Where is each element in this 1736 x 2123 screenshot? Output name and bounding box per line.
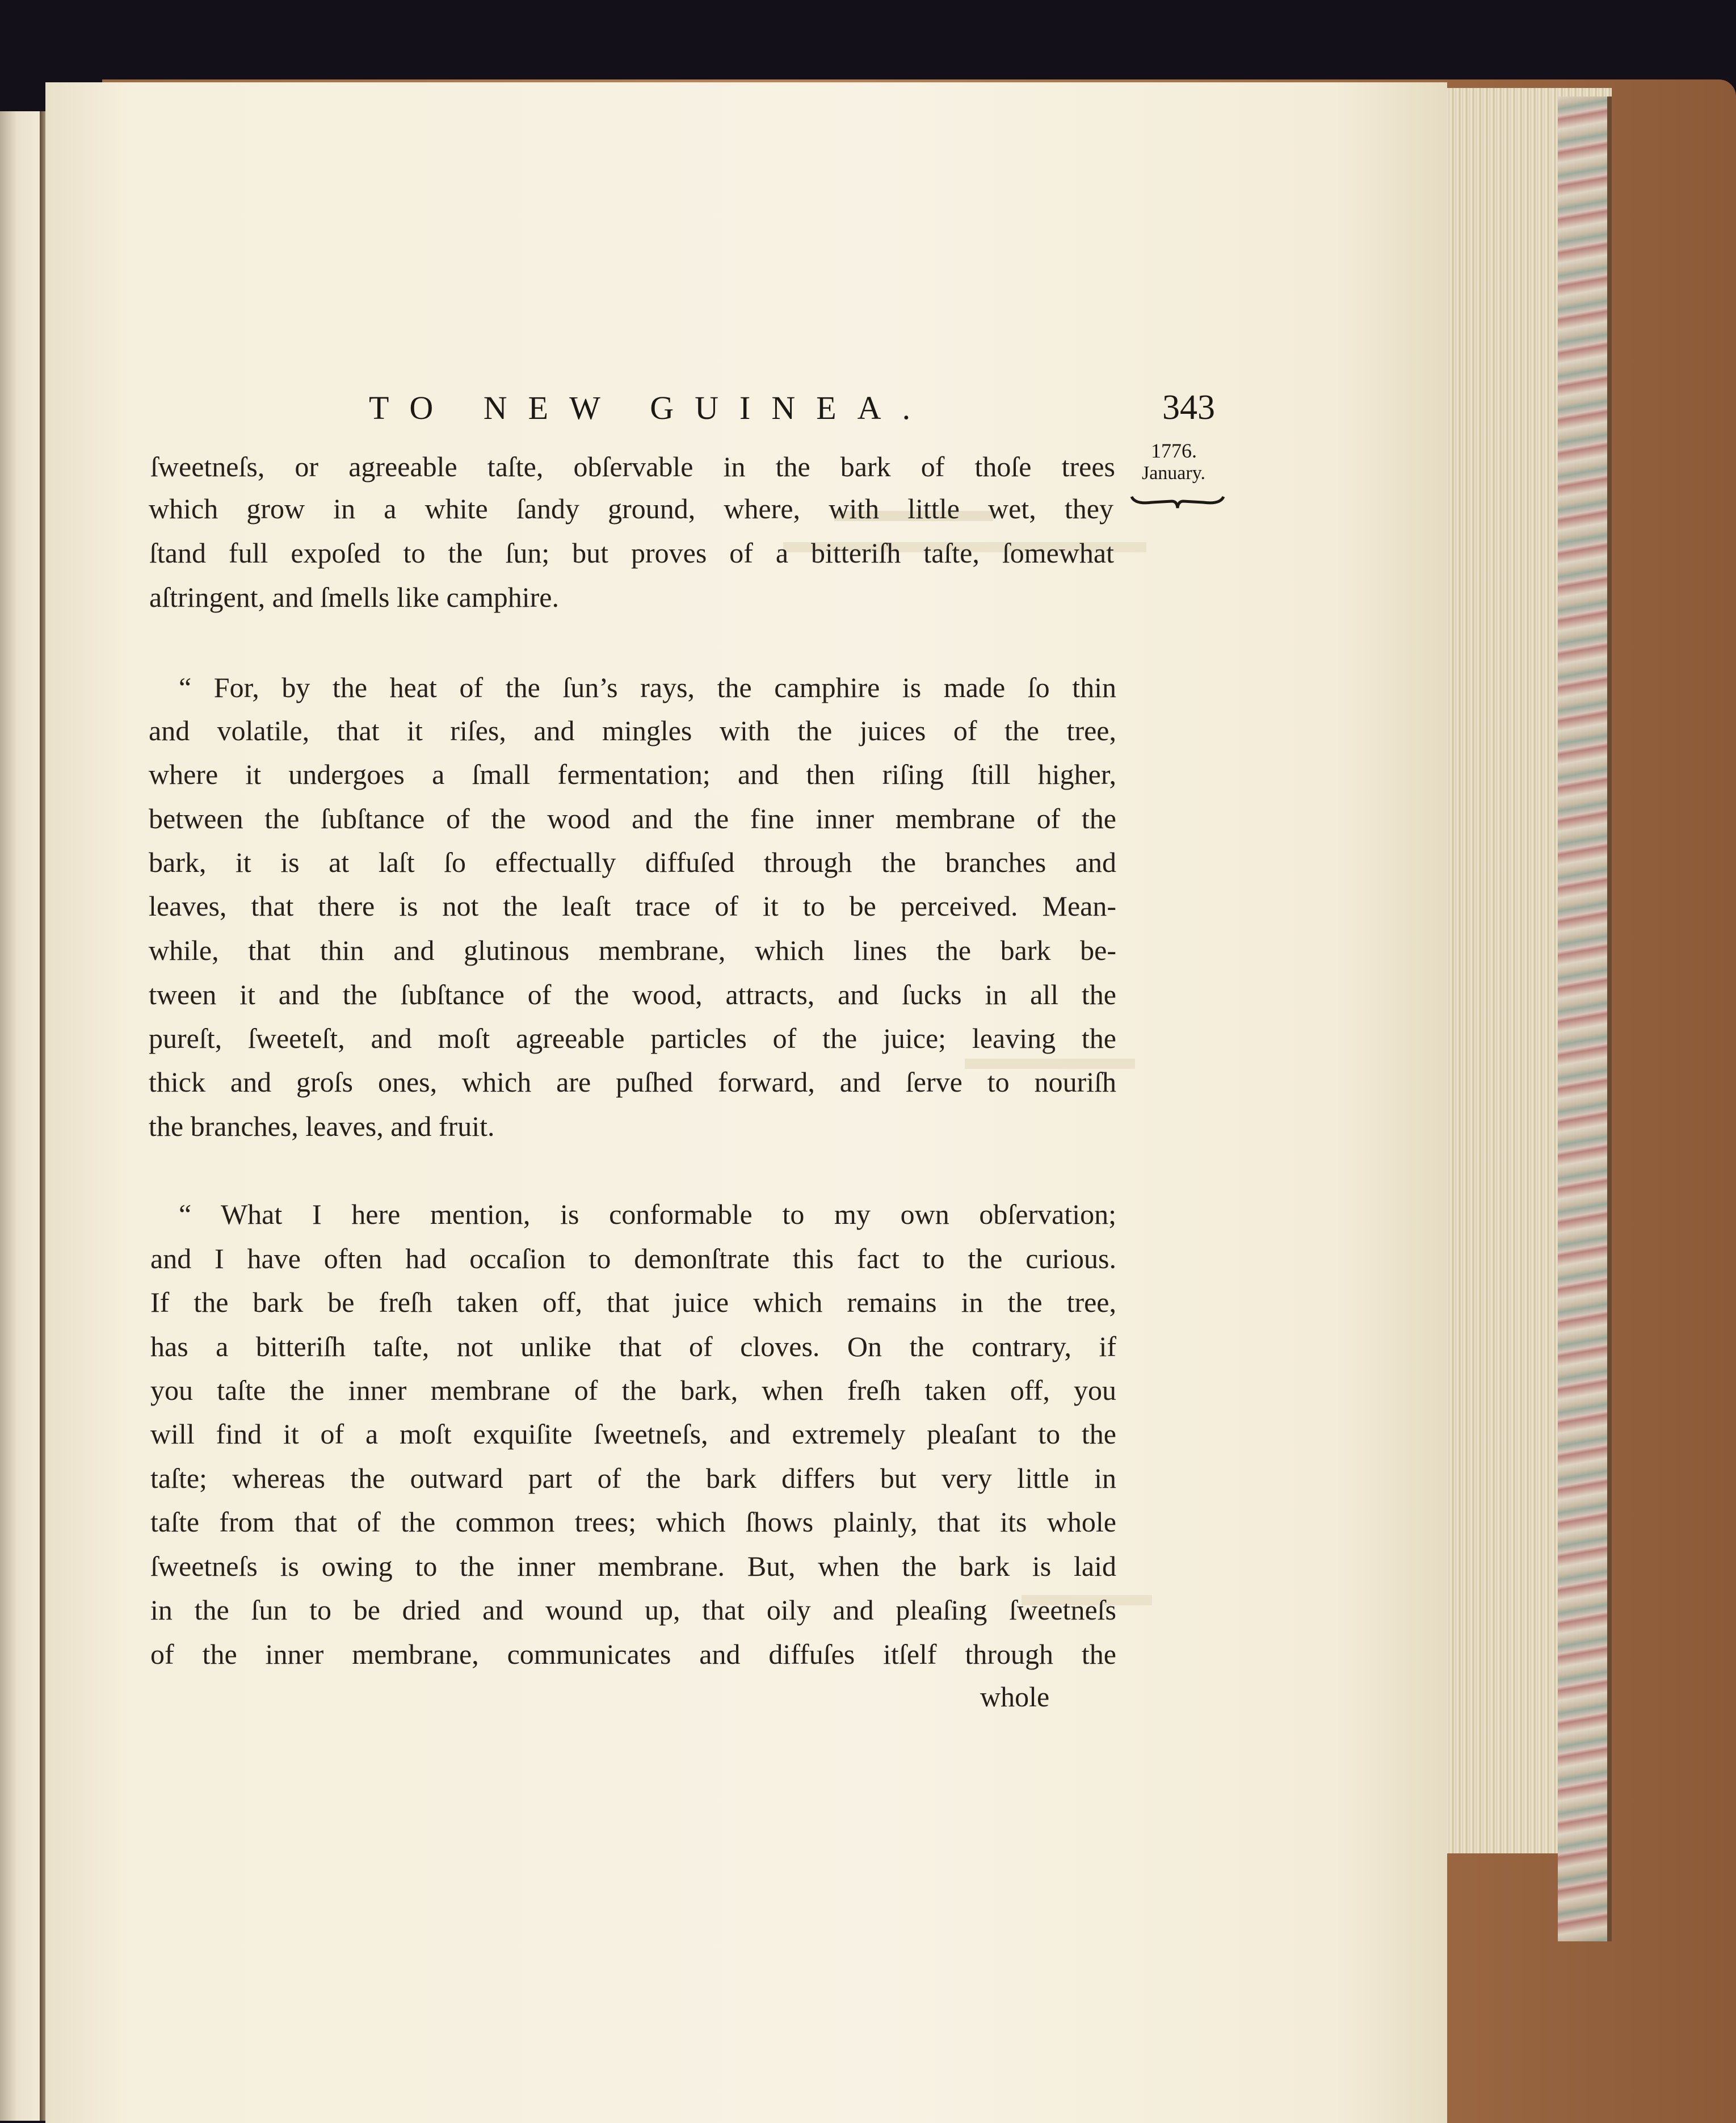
catchword: whole [980,1681,1050,1713]
margin-note-month: January. [1141,463,1206,484]
text-line: in the ſun to be dried and wound up, that oily and pleaſing ſweetneſs [150,1594,1116,1626]
page-number: 343 [1162,388,1215,427]
text-line: bark, it is at laſt ſo effectually diffuſed through the branches and [149,846,1116,878]
text-line: taſte; whereas the outward part of the bark differs but very little in [150,1462,1116,1494]
text-line: “ For, by the heat of the ſun’s rays, the camphire is made ſo thin [179,672,1116,703]
text-line: aſtringent, and ſmells like camphire. [149,581,559,613]
text-line: where it undergoes a ſmall fermentation; and then riſing ſtill higher, [149,758,1116,790]
text-line: and I have often had occaſion to demonſtrate this fact to the curious. [150,1243,1116,1274]
running-head: TO NEW GUINEA. [369,389,932,426]
text-line: tween it and the ſubſtance of the wood, attracts, and ſucks in all the [149,979,1116,1010]
text-line: ſweetneſs is owing to the inner membrane. But, when the bark is laid [150,1550,1116,1582]
text-line: If the bark be freſh taken off, that juice which remains in the tree, [150,1286,1116,1318]
text-line: leaves, that there is not the leaſt trace of it to be perceived. Mean- [149,890,1116,922]
margin-brace [1129,493,1226,510]
text-line: pureſt, ſweeteſt, and moſt agreeable particles of the juice; leaving the [149,1022,1116,1054]
text-line: of the inner membrane, communicates and diffuſes itſelf through the [150,1638,1116,1670]
text-line: the branches, leaves, and fruit. [149,1110,495,1142]
text-line: while, that thin and glutinous membrane, which lines the bark be- [149,934,1116,966]
text-line: will find it of a moſt exquiſite ſweetneſs, and extremely pleaſant to the [150,1418,1116,1450]
gutter-shadow [40,111,45,2121]
text-line: between the ſubſtance of the wood and the fine inner membrane of the [149,803,1116,834]
facing-page-edge [0,111,42,2121]
text-line: has a bitteriſh taſte, not unlike that of cloves. On the contrary, if [150,1331,1116,1362]
text-line: ſweetneſs, or agreeable taſte, obſervable in the bark of thoſe trees [150,451,1115,482]
text-line: ſtand full expoſed to the ſun; but proves of a bitteriſh taſte, ſomewhat [149,537,1114,569]
book-page [45,82,1447,2123]
marbled-endpaper [1558,96,1609,1941]
text-line: which grow in a white ſandy ground, where, with little wet, they [149,493,1113,525]
text-line: taſte from that of the common trees; which ſhows plainly, that its whole [150,1506,1116,1538]
text-line: and volatile, that it riſes, and mingles with the juices of the tree, [149,715,1116,746]
text-line: “ What I here mention, is conformable to my own obſervation; [179,1198,1116,1230]
cover-edge [1607,96,1612,1941]
margin-note-year: 1776. [1151,439,1197,462]
text-line: you taſte the inner membrane of the bark, when freſh taken off, you [150,1374,1116,1406]
text-line: thick and groſs ones, which are puſhed forward, and ſerve to nouriſh [149,1066,1116,1098]
